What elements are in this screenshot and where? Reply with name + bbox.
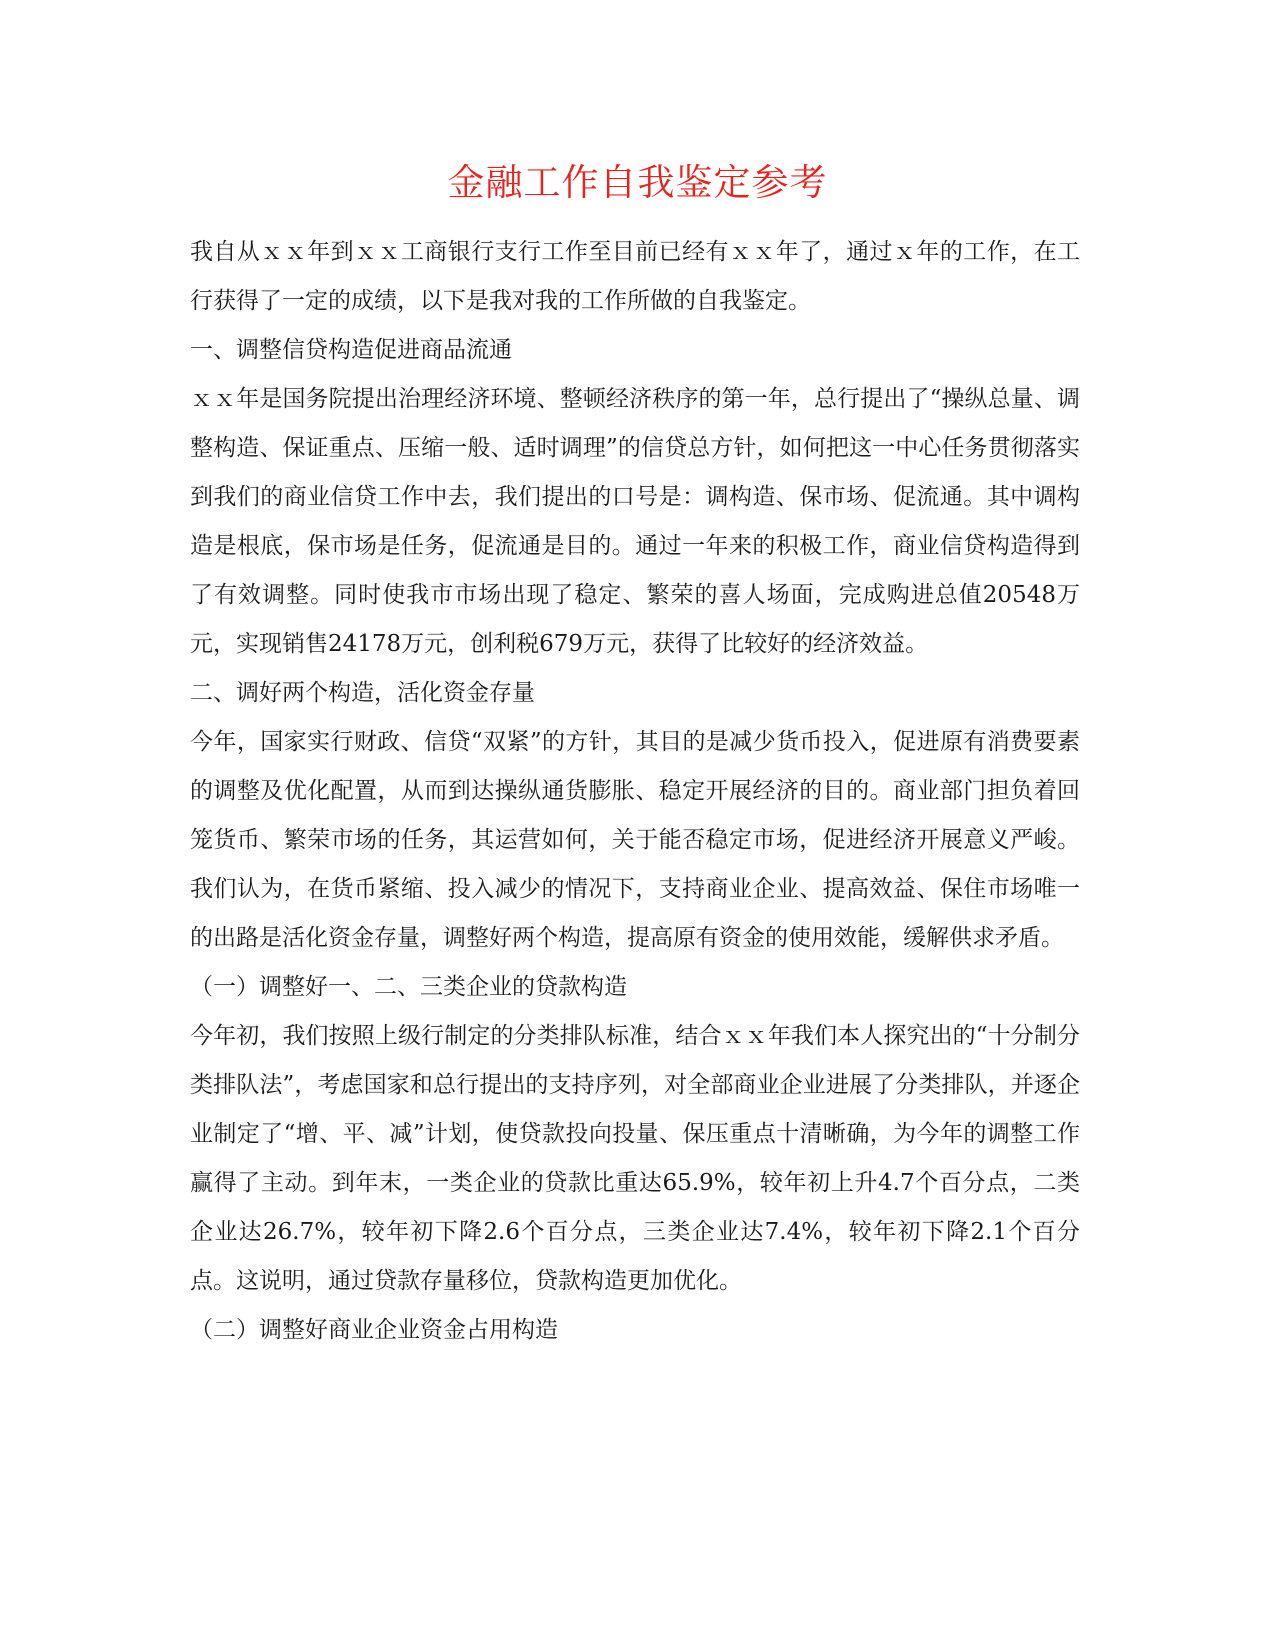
- section-heading-2: 二、调好两个构造，活化资金存量: [190, 680, 535, 706]
- document-title: 金融工作自我鉴定参考: [447, 161, 828, 204]
- subsection-heading-1: （一）调整好一、二、三类企业的贷款构造: [190, 974, 627, 1000]
- paragraph-section-1: ｘｘ年是国务院提出治理经济环境、整顿经济秩序的第一年，总行提出了“操纵总量、调整构造、保证重点、压缩一般、适时调理”的信贷总方针，如何把这一中心任务贯彻落实到我们的商业信贷工作中去，我们提出的口号是：调构造、保市场、促流通。其中调构造是根底，保市场是任务，促流通是目的。通过一年来的积极工作，商业信贷构造得到了有效调整。同时使我市市场出现了稳定、繁荣的喜人场面，完成购进总值20548万元，实现销售24178万元，创利税679万元，获得了比较好的经济效益。: [190, 386, 1080, 657]
- document-body: [190, 228, 1080, 1355]
- paragraph-section-2: 今年，国家实行财政、信贷“双紧”的方针，其目的是减少货币投入，促进原有消费要素的调整及优化配置，从而到达操纵通货膨胀、稳定开展经济的目的。商业部门担负着回笼货币、繁荣市场的任务，其运营如何，关于能否稳定市场，促进经济开展意义严峻。我们认为，在货币紧缩、投入减少的情况下，支持商业企业、提高效益、保住市场唯一的出路是活化资金存量，调整好两个构造，提高原有资金的使用效能，缓解供求矛盾。: [190, 729, 1080, 951]
- section-heading-1: 一、调整信贷构造促进商品流通: [190, 337, 512, 363]
- paragraph-intro: 我自从ｘｘ年到ｘｘ工商银行支行工作至目前已经有ｘｘ年了，通过ｘ年的工作，在工行获得了一定的成绩，以下是我对我的工作所做的自我鉴定。: [190, 239, 1080, 314]
- subsection-heading-2: （二）调整好商业企业资金占用构造: [190, 1317, 558, 1343]
- paragraph-subsection-1: 今年初，我们按照上级行制定的分类排队标准，结合ｘｘ年我们本人探究出的“十分制分类排队法”，考虑国家和总行提出的支持序列，对全部商业企业进展了分类排队，并逐企业制定了“增、平、减”计划，使贷款投向投量、保压重点十清晰确，为今年的调整工作赢得了主动。到年末，一类企业的贷款比重达65.9%，较年初上升4.7个百分点，二类企业达26.7%，较年初下降2.6个百分点，三类企业达7.4%，较年初下降2.1个百分点。这说明，通过贷款存量移位，贷款构造更加优化。: [190, 1023, 1080, 1294]
